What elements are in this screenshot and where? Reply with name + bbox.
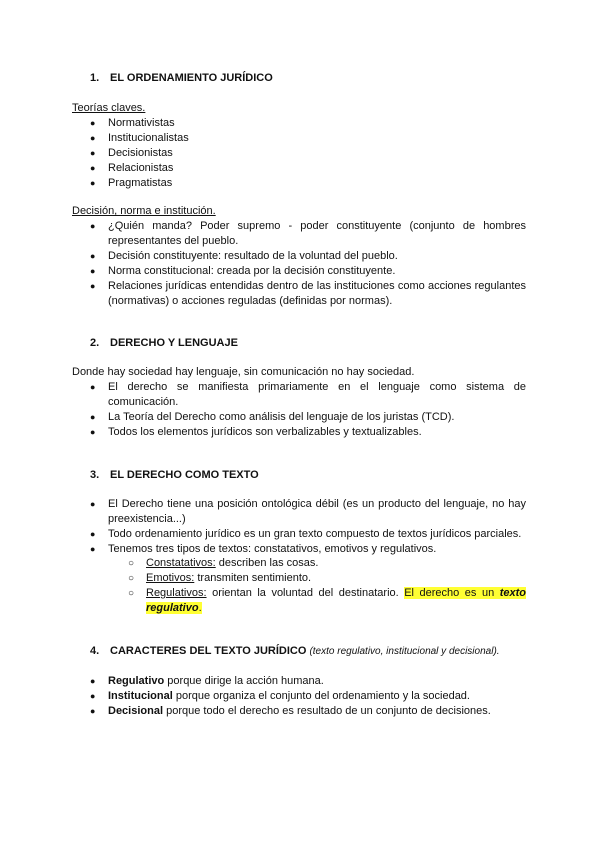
list-item: ● La Teoría del Derecho como análisis del lenguaje de los juristas (TCD). bbox=[90, 410, 526, 425]
list-item: ● Todo ordenamiento jurídico es un gran texto compuesto de textos jurídicos parciales. bbox=[90, 527, 526, 542]
section-1-title: EL ORDENAMIENTO JURÍDICO bbox=[110, 72, 273, 84]
text-type-desc: orientan la voluntad del destinatario. bbox=[206, 587, 405, 599]
section-2-number: 2. bbox=[90, 337, 100, 349]
decision-list bbox=[90, 219, 526, 309]
characteristic-term: Institucional bbox=[108, 690, 173, 702]
section-3-title: EL DERECHO COMO TEXTO bbox=[110, 469, 259, 481]
section-1-number: 1. bbox=[90, 72, 100, 84]
text-type-term: Constatativos: bbox=[146, 557, 216, 569]
text-type-term: Regulativos: bbox=[146, 587, 207, 599]
list-item: ● Tenemos tres tipos de textos: constatativos, emotivos y regulativos. bbox=[90, 542, 526, 557]
list-item bbox=[90, 689, 526, 704]
text-type-desc: transmiten sentimiento. bbox=[194, 572, 312, 584]
characteristic-term: Regulativo bbox=[108, 675, 165, 687]
list-item: ● Pragmatistas bbox=[90, 176, 526, 191]
list-item bbox=[128, 586, 526, 616]
section-4-subtitle: (texto regulativo, institucional y decisional). bbox=[309, 646, 500, 657]
list-item: ● Institucionalistas bbox=[90, 131, 526, 146]
list-item bbox=[128, 556, 526, 571]
list-item: ● Relacionistas bbox=[90, 161, 526, 176]
section-3-heading bbox=[90, 468, 259, 483]
characteristic-desc: porque dirige la acción humana. bbox=[164, 675, 324, 687]
list-item: ● Decisionistas bbox=[90, 146, 526, 161]
language-list bbox=[90, 380, 526, 440]
list-item: ● Todos los elementos jurídicos son verbalizables y textualizables. bbox=[90, 425, 526, 440]
text-type-term: Emotivos: bbox=[146, 572, 195, 584]
list-item bbox=[90, 704, 526, 719]
section-2-heading bbox=[90, 336, 238, 351]
list-item: ● Decisión constituyente: resultado de la voluntad del pueblo. bbox=[90, 249, 526, 264]
characteristic-term: Decisional bbox=[108, 705, 164, 717]
list-item: ● El derecho se manifiesta primariamente en el lenguaje como sistema de comunicación. bbox=[90, 380, 526, 410]
list-item: ● Norma constitucional: creada por la decisión constituyente. bbox=[90, 264, 526, 279]
section-4-heading bbox=[90, 644, 500, 659]
list-item bbox=[90, 674, 526, 689]
list-item: ● Relaciones jurídicas entendidas dentro de las instituciones como acciones regulantes (normativas) o acciones reguladas (definidas por normas). bbox=[90, 279, 526, 309]
section-2-title: DERECHO Y LENGUAJE bbox=[110, 337, 238, 349]
text-types-list bbox=[128, 556, 526, 616]
highlight-emphasis: texto regulativo bbox=[146, 587, 526, 614]
characteristic-desc: porque organiza el conjunto del ordenamiento y la sociedad. bbox=[172, 690, 470, 702]
list-item: ● ¿Quién manda? Poder supremo - poder constituyente (conjunto de hombres representantes del pueblo. bbox=[90, 219, 526, 249]
section-1-heading bbox=[90, 71, 273, 86]
section-4-number: 4. bbox=[90, 645, 100, 657]
list-item: ● Normativistas bbox=[90, 116, 526, 131]
list-item: ● El Derecho tiene una posición ontológica débil (es un producto del lenguaje, no hay preexistencia...) bbox=[90, 497, 526, 527]
section-4-title: CARACTERES DEL TEXTO JURÍDICO bbox=[110, 645, 310, 657]
characteristics-list bbox=[90, 674, 526, 719]
text-list bbox=[90, 497, 526, 557]
highlight-end: . bbox=[198, 602, 202, 614]
theories-list bbox=[90, 116, 526, 191]
section-1-label-decision: Decisión, norma e institución. bbox=[72, 205, 216, 217]
highlight-text: El derecho es un bbox=[404, 587, 500, 599]
section-2-intro: Donde hay sociedad hay lenguaje, sin comunicación no hay sociedad. bbox=[72, 366, 415, 378]
section-3-number: 3. bbox=[90, 469, 100, 481]
characteristic-desc: porque todo el derecho es resultado de un conjunto de decisiones. bbox=[163, 705, 491, 717]
list-item bbox=[128, 571, 526, 586]
text-type-desc: describen las cosas. bbox=[215, 557, 319, 569]
section-1-label-theories: Teorías claves. bbox=[72, 102, 146, 114]
